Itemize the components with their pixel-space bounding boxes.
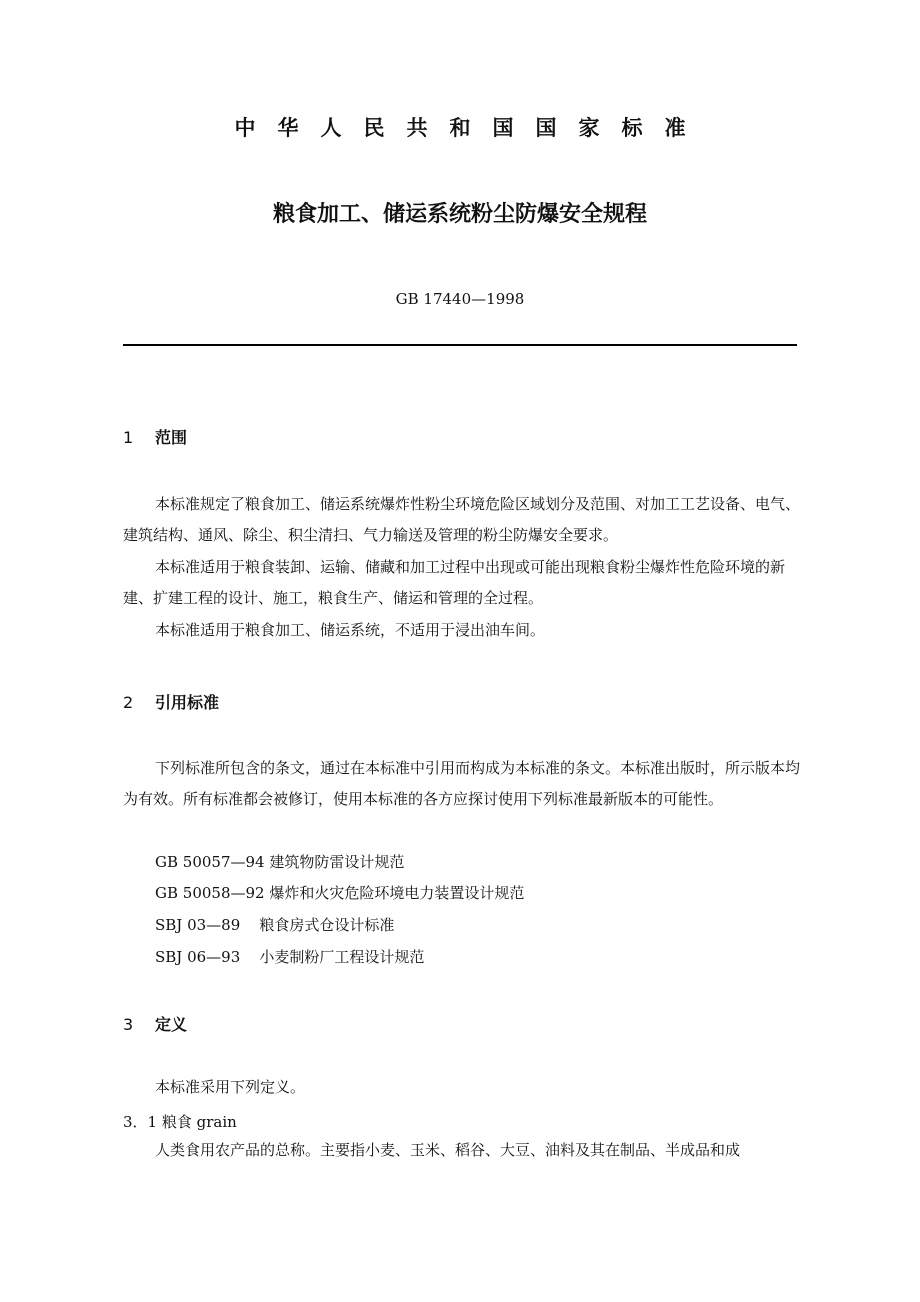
section-3-number: 3 [123, 1015, 134, 1034]
clause-3-1-heading: 3．1 粮食 grain [123, 1113, 237, 1131]
national-standard-heading: 中华人民共和国国家标准 [234, 116, 708, 140]
reference-item: SBJ 06—93 小麦制粉厂工程设计规范 [155, 948, 425, 966]
standard-code: GB 17440—1998 [395, 290, 525, 308]
section-1-title: 范围 [155, 428, 188, 447]
section-2-title: 引用标准 [155, 693, 220, 712]
section-2-heading [123, 690, 219, 713]
section-1-number: 1 [123, 428, 134, 447]
reference-item: GB 50057—94 建筑物防雷设计规范 [155, 853, 405, 871]
document-title: 粮食加工、储运系统粉尘防爆安全规程 [272, 202, 647, 227]
section-3-heading [123, 1012, 187, 1035]
reference-item: SBJ 03—89 粮食房式仓设计标准 [155, 916, 395, 934]
section-3-paragraph-1: 本标准采用下列定义。 [155, 1078, 306, 1096]
section-1-heading [123, 425, 187, 448]
section-2-paragraph-1: 下列标准所包含的条文，通过在本标准中引用而构成为本标准的条文。本标准出版时，所示版本均为有效。所有标准都会被修订，使用本标准的各方应探讨使用下列标准最新版本的可能性。 [123, 759, 801, 808]
section-1-paragraph-3: 本标准适用于粮食加工、储运系统，不适用于浸出油车间。 [155, 621, 546, 639]
section-1-paragraph-2: 本标准适用于粮食装卸、运输、储藏和加工过程中出现或可能出现粮食粉尘爆炸性危险环境的新建、扩建工程的设计、施工，粮食生产、储运和管理的全过程。 [123, 558, 786, 607]
reference-item: GB 50058—92 爆炸和火灾危险环境电力装置设计规范 [155, 884, 525, 902]
header-divider [123, 344, 797, 346]
section-1-paragraph-1: 本标准规定了粮食加工、储运系统爆炸性粉尘环境危险区域划分及范围、对加工工艺设备、电气、建筑结构、通风、除尘、积尘清扫、气力输送及管理的粉尘防爆安全要求。 [123, 495, 801, 544]
section-3-paragraph-2: 人类食用农产品的总称。主要指小麦、玉米、稻谷、大豆、油料及其在制品、半成品和成 [155, 1141, 741, 1159]
section-2-number: 2 [123, 693, 134, 712]
section-3-title: 定义 [155, 1015, 188, 1034]
